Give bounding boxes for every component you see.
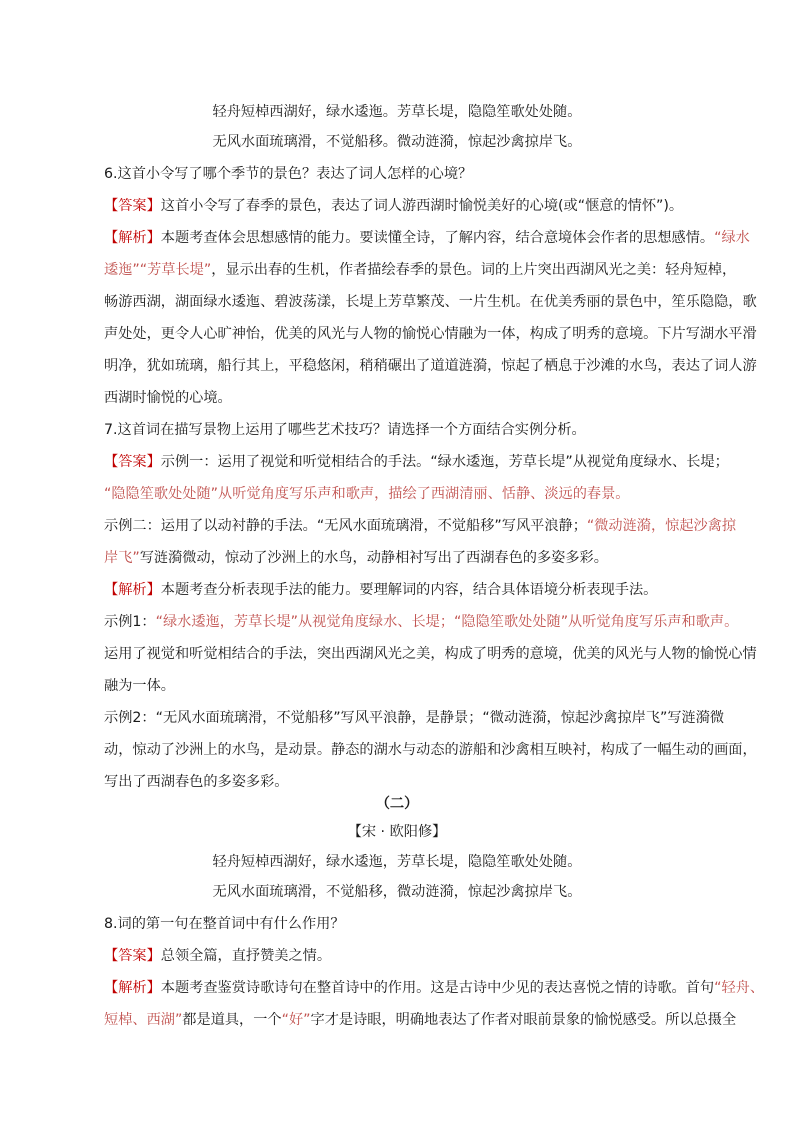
quoted-phrase: 逶迤”“芳草长堤” (104, 262, 212, 278)
q7-sample-2-line-1: 示例2：“无风水面琉璃滑，不觉船移”写风平浪静，是静景；“微动涟漪，惊起沙禽掠岸飞”写涟漪微 (104, 710, 725, 726)
quoted-phrase: 岸飞” (104, 550, 140, 566)
q8-analysis-line-2 (104, 1009, 737, 1031)
q6-analysis-line-3: 畅游西湖，湖面绿水逶迤、碧波荡漾，长堤上芳草繁茂、一片生机。在优美秀丽的景色中，笙乐隐隐，歌 (104, 294, 757, 310)
q6-analysis-line-5: 明净，犹如琉璃，船行其上，平稳悠闲，稍稍碾出了道道涟漪，惊起了栖息于沙滩的水鸟，表达了词人游 (104, 358, 757, 374)
q6-analysis-line-6: 西湖时愉悦的心境。 (104, 390, 232, 406)
analysis-text: 本题考查体会思想感情的能力。要读懂全诗，了解内容，结合意境体会作者的思想感情。 (160, 230, 715, 246)
q7-sample-1-line-2: 运用了视觉和听觉相结合的手法，突出西湖风光之美，构成了明秀的意境，优美的风光与人物的愉悦心情 (104, 646, 757, 662)
poem-author: 【宋 · 欧阳修】 (347, 824, 447, 840)
q7-answer-line-2: “隐隐笙歌处处随”从听觉角度写乐声和歌声，描绘了西湖清丽、恬静、淡远的春景。 (104, 486, 630, 502)
question-7: 7.这首词在描写景物上运用了哪些艺术技巧？请选择一个方面结合实例分析。 (104, 422, 586, 438)
answer-text: 总领全篇，直抒赞美之情。 (160, 948, 332, 964)
quoted-phrase: “轻舟、 (714, 980, 765, 996)
answer-tag: 【答案】 (104, 198, 161, 214)
q8-answer (104, 945, 724, 967)
q7-answer-line-4 (104, 547, 724, 569)
q6-answer (104, 195, 724, 217)
q7-sample-2-line-3: 写出了西湖春色的多姿多彩。 (104, 774, 289, 790)
analysis-text: 字才是诗眼，明确地表达了作者对眼前景象的愉悦感受。所以总摄全 (310, 1012, 737, 1028)
poem-line-2: 无风水面琉璃滑，不觉船移。微动涟漪，惊起沙禽掠岸飞。 (212, 134, 582, 150)
poem-line-2: 无风水面琉璃滑，不觉船移，微动涟漪，惊起沙禽掠岸飞。 (212, 884, 582, 900)
q7-answer-line-3 (104, 515, 737, 537)
quoted-phrase: “好” (281, 1012, 311, 1028)
q6-analysis-line-2 (104, 259, 737, 281)
analysis-text: ，显示出春的生机，作者描绘春季的景色。词的上片突出西湖风光之美：轻舟短棹， (211, 262, 737, 278)
q7-sample-2-line-2: 动，惊动了沙洲上的水鸟，是动景。静态的湖水与动态的游船和沙禽相互映衬，构成了一幅生动的画面， (104, 742, 757, 758)
analysis-text: 本题考查分析表现手法的能力。要理解词的内容，结合具体语境分析表现手法。 (160, 582, 658, 598)
q6-analysis-line-4: 声处处，更令人心旷神怡，优美的风光与人物的愉悦心情融为一体，构成了明秀的意境。下片写湖水平滑 (104, 326, 757, 342)
question-8: 8.词的第一句在整首词中有什么作用？ (104, 916, 345, 932)
answer-text: 示例二：运用了以动衬静的手法。“无风水面琉璃滑，不觉船移”写风平浪静； (104, 518, 587, 534)
q8-analysis-line-1 (104, 977, 765, 999)
quoted-phrase: “隐隐笙歌处处随”从听觉角度写乐声和歌声。 (454, 614, 739, 630)
answer-text: 写涟漪微动，惊动了沙洲上的水鸟，动静相衬写出了西湖春色的多姿多彩。 (139, 550, 608, 566)
analysis-text: 都是道具，一个 (182, 1012, 282, 1028)
analysis-text: 本题考查鉴赏诗歌诗句在整首诗中的作用。这是古诗中少见的表达喜悦之情的诗歌。首句 (160, 980, 715, 996)
analysis-tag: 【解析】 (104, 230, 161, 246)
q7-sample-1-line-1 (104, 611, 739, 633)
question-6: 6.这首小令写了哪个季节的景色？表达了词人怎样的心境？ (104, 166, 473, 182)
q6-analysis-line-1 (104, 227, 750, 249)
quoted-phrase: “绿水 (714, 230, 750, 246)
analysis-tag: 【解析】 (104, 582, 161, 598)
quoted-phrase: 短棹、西湖” (104, 1012, 183, 1028)
analysis-tag: 【解析】 (104, 980, 161, 996)
section-heading: （二） (375, 796, 419, 812)
quoted-phrase: “微动涟漪，惊起沙禽掠 (586, 518, 737, 534)
q7-answer-line-1 (104, 451, 729, 473)
poem-line-1: 轻舟短棹西湖好，绿水逶迤，芳草长堤，隐隐笙歌处处随。 (212, 854, 582, 870)
sample-label: 示例1： (104, 614, 156, 630)
quoted-phrase: “绿水逶迤，芳草长堤”从视觉角度绿水、长堤； (155, 614, 455, 630)
q7-sample-1-line-3: 融为一体。 (104, 678, 175, 694)
q7-analysis (104, 579, 724, 601)
answer-tag: 【答案】 (104, 454, 161, 470)
poem-line-1: 轻舟短棹西湖好，绿水逶迤。芳草长堤，隐隐笙歌处处随。 (212, 104, 582, 120)
answer-text: 示例一：运用了视觉和听觉相结合的手法。“绿水逶迤，芳草长堤”从视觉角度绿水、长堤； (160, 454, 729, 470)
answer-tag: 【答案】 (104, 948, 161, 964)
answer-text: 这首小令写了春季的景色，表达了词人游西湖时愉悦美好的心境(或“惬意的情怀”)。 (160, 198, 684, 214)
